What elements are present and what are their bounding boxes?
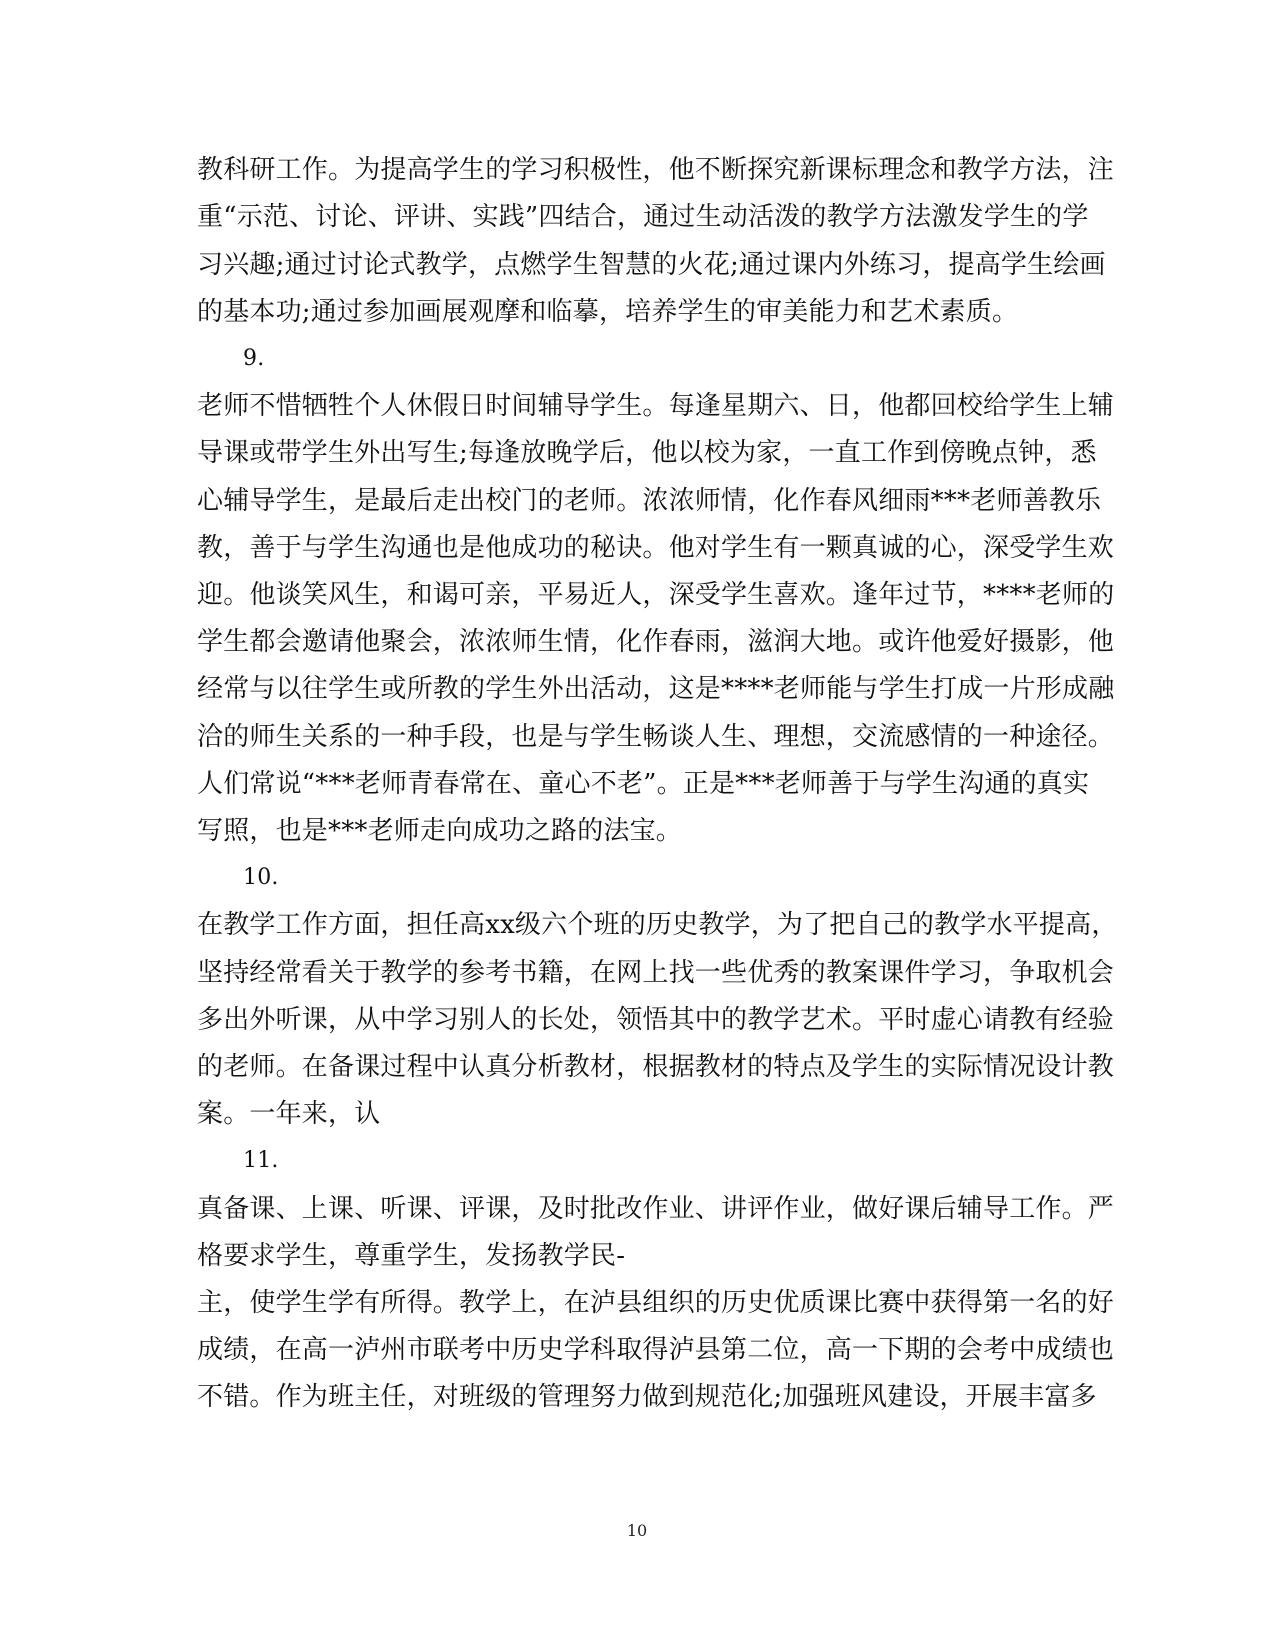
- text-line: 人们常说“***老师青春常在、童心不老”。正是***老师善于与学生沟通的真实: [197, 769, 1090, 799]
- text-line: 重“示范、讨论、评讲、实践”四结合，通过生动活泼的教学方法激发学生的学: [197, 202, 1089, 232]
- text-line: 主，使学生学有所得。教学上，在泸县组织的历史优质课比赛中获得第一名的好: [197, 1288, 1115, 1318]
- text-line: 迎。他谈笑风生，和谒可亲，平易近人，深受学生喜欢。逢年过节，****老师的: [197, 580, 1115, 610]
- text-line: 洽的师生关系的一种手段，也是与学生畅谈人生、理想，交流感情的一种途径。: [197, 722, 1115, 752]
- section-number: 10.: [243, 865, 279, 890]
- page-number: 10: [626, 1521, 648, 1540]
- text-line: 案。一年来，认: [197, 1099, 381, 1129]
- text-line: 多出外听课，从中学习别人的长处，领悟其中的教学艺术。平时虚心请教有经验: [197, 1005, 1115, 1035]
- text-line: 的老师。在备课过程中认真分析教材，根据教材的特点及学生的实际情况设计教: [197, 1052, 1115, 1082]
- text-line: 教，善于与学生沟通也是他成功的秘诀。他对学生有一颗真诚的心，深受学生欢: [197, 533, 1115, 563]
- text-line: 在教学工作方面，担任高xx级六个班的历史教学，为了把自己的教学水平提高，: [197, 910, 1118, 940]
- text-line: 成绩，在高一泸州市联考中历史学科取得泸县第二位，高一下期的会考中成绩也: [197, 1335, 1115, 1365]
- text-line: 格要求学生，尊重学生，发扬教学民-: [197, 1241, 626, 1271]
- text-line: 心辅导学生，是最后走出校门的老师。浓浓师情，化作春风细雨***老师善教乐: [197, 486, 1102, 516]
- text-line: 习兴趣;通过讨论式教学，点燃学生智慧的火花;通过课内外练习，提高学生绘画: [197, 250, 1106, 280]
- text-line: 真备课、上课、听课、评课，及时批改作业、讲评作业，做好课后辅导工作。严: [197, 1194, 1115, 1224]
- section-number: 11.: [243, 1148, 279, 1173]
- text-line: 的基本功;通过参加画展观摩和临摹，培养学生的审美能力和艺术素质。: [197, 297, 1019, 327]
- text-line: 经常与以往学生或所教的学生外出活动，这是****老师能与学生打成一片形成融: [197, 674, 1115, 704]
- text-line: 学生都会邀请他聚会，浓浓师生情，化作春雨，滋润大地。或许他爱好摄影，他: [197, 627, 1115, 657]
- text-line: 不错。作为班主任，对班级的管理努力做到规范化;加强班风建设，开展丰富多: [197, 1382, 1097, 1412]
- text-line: 写照，也是***老师走向成功之路的法宝。: [197, 816, 683, 846]
- text-line: 老师不惜牺牲个人休假日时间辅导学生。每逢星期六、日，他都回校给学生上辅: [197, 391, 1115, 421]
- section-number: 9.: [243, 346, 265, 371]
- text-line: 教科研工作。为提高学生的学习积极性，他不断探究新课标理念和教学方法，注: [197, 155, 1115, 185]
- text-line: 导课或带学生外出写生;每逢放晚学后，他以校为家，一直工作到傍晚点钟，悉: [197, 438, 1097, 468]
- text-line: 坚持经常看关于教学的参考书籍，在网上找一些优秀的教案课件学习，争取机会: [197, 958, 1115, 988]
